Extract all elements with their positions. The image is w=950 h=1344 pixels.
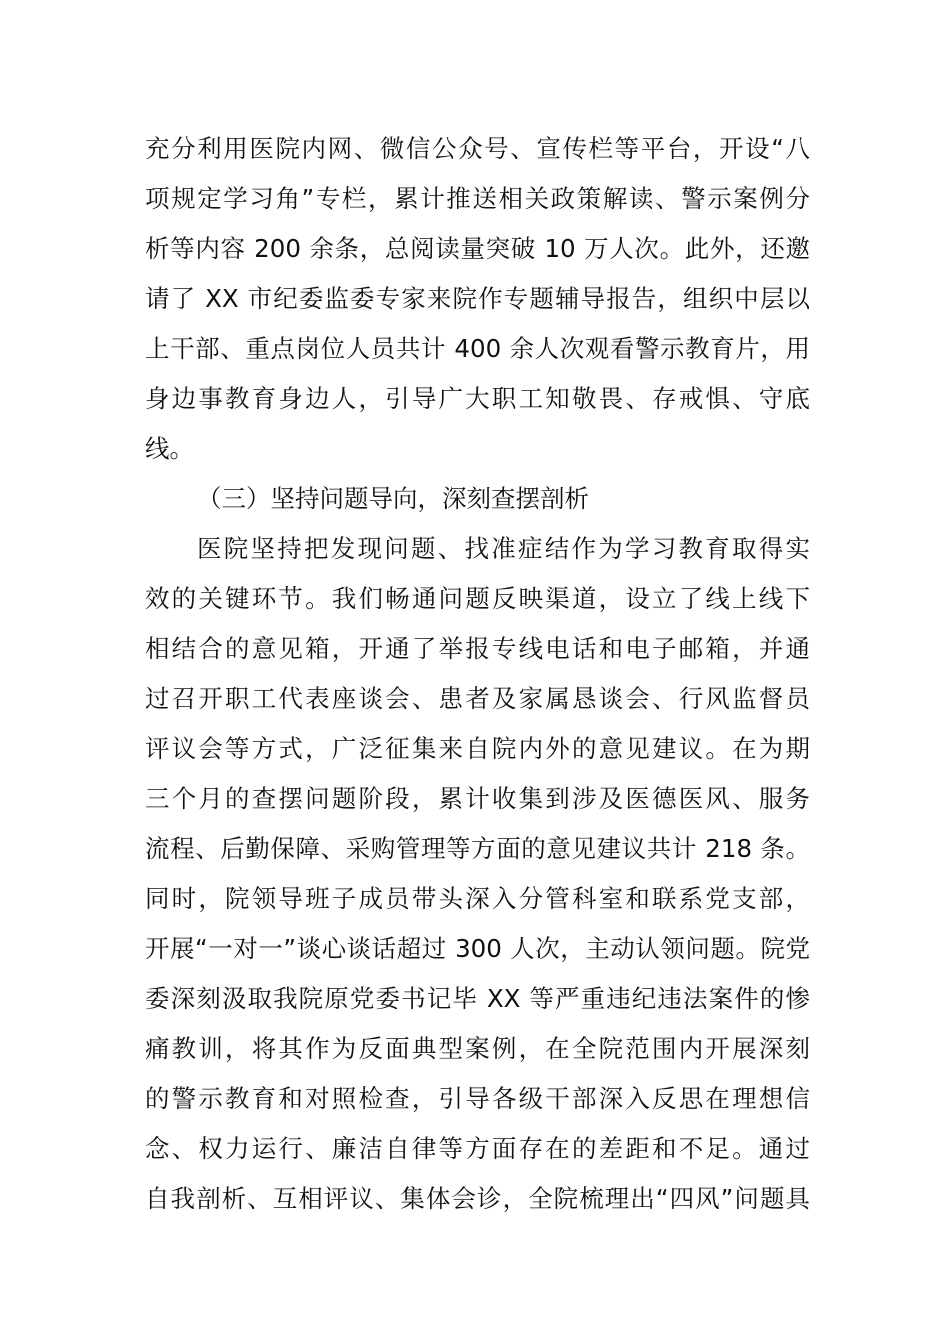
section-heading: （三）坚持问题导向，深刻查摆剖析: [197, 484, 589, 513]
text-line: 效的关键环节。我们畅通问题反映渠道，设立了线上线下: [145, 584, 810, 613]
text-line: 委深刻汲取我院原党委书记毕 XX 等严重违纪违法案件的惨: [145, 984, 810, 1013]
paragraph-2: [145, 524, 810, 1224]
text-line: 医院坚持把发现问题、找准症结作为学习教育取得实: [197, 534, 810, 563]
document-body: [145, 124, 810, 1224]
text-line: 自我剖析、互相评议、集体会诊，全院梳理出“四风”问题具: [145, 1184, 810, 1213]
text-line: 线。: [145, 434, 194, 463]
text-line: 痛教训，将其作为反面典型案例，在全院范围内开展深刻: [145, 1034, 810, 1063]
text-line: 的警示教育和对照检查，引导各级干部深入反思在理想信: [145, 1084, 810, 1113]
text-line: 念、权力运行、廉洁自律等方面存在的差距和不足。通过: [145, 1134, 810, 1163]
text-line: 充分利用医院内网、微信公众号、宣传栏等平台，开设“八: [145, 134, 810, 163]
text-line: 请了 XX 市纪委监委专家来院作专题辅导报告，组织中层以: [145, 284, 810, 313]
text-line: 上干部、重点岗位人员共计 400 余人次观看警示教育片，用: [145, 334, 810, 363]
text-line: 项规定学习角”专栏，累计推送相关政策解读、警示案例分: [145, 184, 810, 213]
text-line: 开展“一对一”谈心谈话超过 300 人次，主动认领问题。院党: [145, 934, 810, 963]
text-line: 同时，院领导班子成员带头深入分管科室和联系党支部，: [145, 884, 810, 913]
text-line: 相结合的意见箱，开通了举报专线电话和电子邮箱，并通: [145, 634, 810, 663]
text-line: 过召开职工代表座谈会、患者及家属恳谈会、行风监督员: [145, 684, 810, 713]
text-line: 析等内容 200 余条，总阅读量突破 10 万人次。此外，还邀: [145, 234, 810, 263]
text-line: 身边事教育身边人，引导广大职工知敬畏、存戒惧、守底: [145, 384, 810, 413]
text-line: 评议会等方式，广泛征集来自院内外的意见建议。在为期: [145, 734, 810, 763]
text-line: 三个月的查摆问题阶段，累计收集到涉及医德医风、服务: [145, 784, 810, 813]
text-line: 流程、后勤保障、采购管理等方面的意见建议共计 218 条。: [145, 834, 810, 863]
paragraph-1: [145, 124, 810, 474]
